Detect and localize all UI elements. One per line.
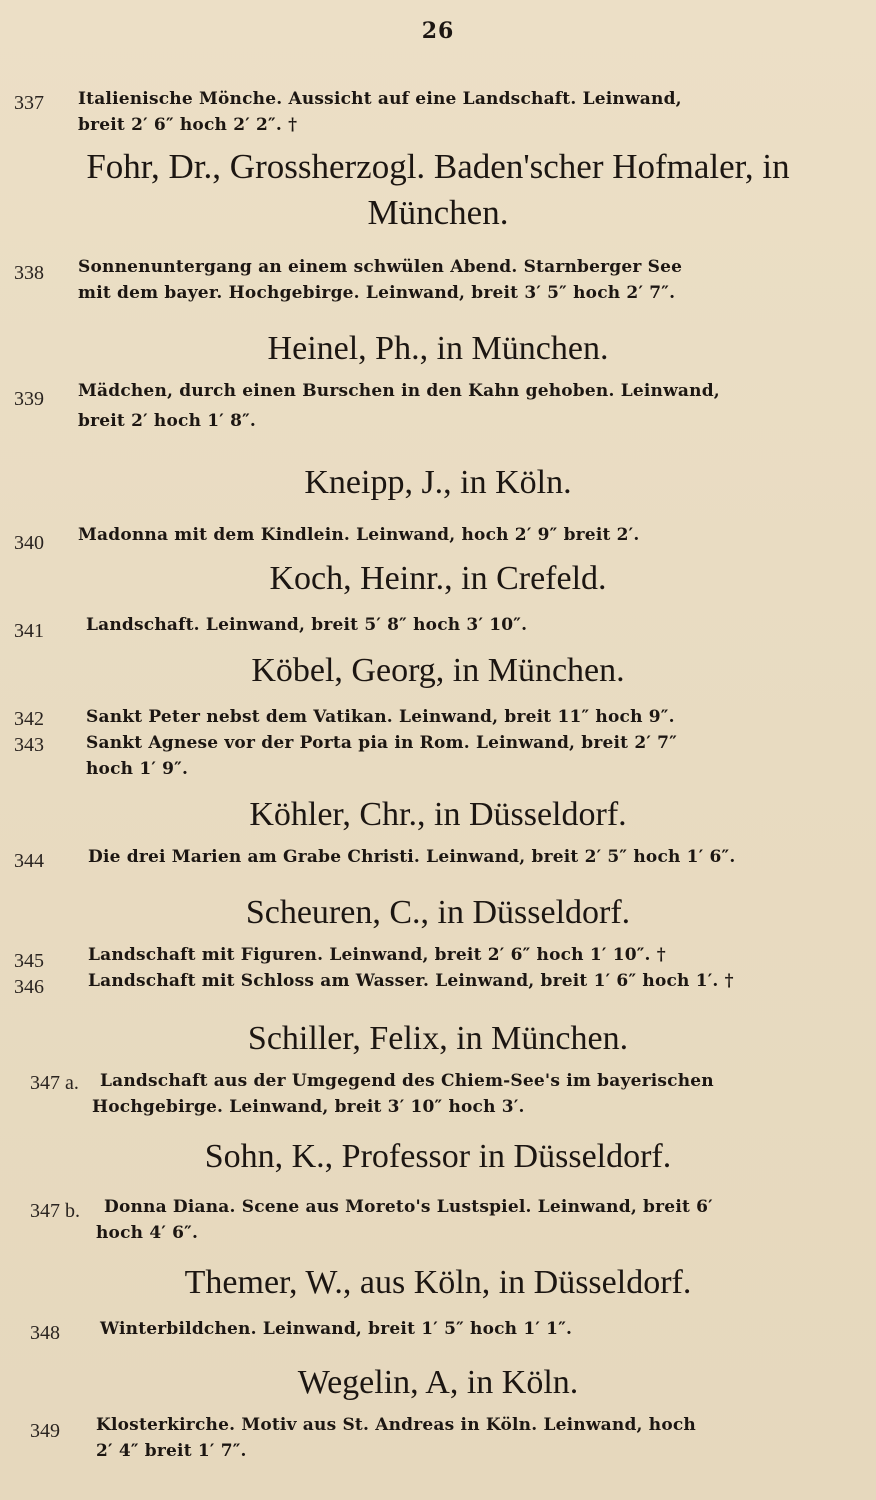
entry-line: Donna Diana. Scene aus Moreto's Lustspiel. Leinwand, breit 6′ bbox=[104, 1197, 713, 1217]
entry-number: 347 a. bbox=[30, 1072, 79, 1094]
entry-number: 345 bbox=[14, 950, 44, 972]
artist-heading bbox=[0, 890, 876, 936]
artist-name: Heinel, Ph., in München. bbox=[267, 330, 609, 367]
entry-number: 343 bbox=[14, 734, 44, 756]
entry-number: 349 bbox=[30, 1420, 60, 1442]
artist-name: Kneipp, J., in Köln. bbox=[304, 464, 572, 501]
artist-name: Wegelin, A, in Köln. bbox=[297, 1364, 579, 1401]
entry-line: Italienische Mönche. Aussicht auf eine Landschaft. Leinwand, bbox=[78, 89, 682, 109]
artist-heading bbox=[0, 1260, 876, 1306]
artist-heading bbox=[0, 144, 876, 236]
artist-heading bbox=[0, 1016, 876, 1062]
artist-name: Schiller, Felix, in München. bbox=[247, 1020, 629, 1057]
entry-text bbox=[88, 844, 828, 870]
entry-line: Sankt Peter nebst dem Vatikan. Leinwand, breit 11″ hoch 9″. bbox=[86, 707, 675, 727]
entry-text bbox=[78, 522, 818, 548]
entry-text bbox=[86, 704, 826, 730]
entry-number: 342 bbox=[14, 708, 44, 730]
artist-name: Koch, Heinr., in Crefeld. bbox=[269, 560, 607, 597]
entry-line: Madonna mit dem Kindlein. Leinwand, hoch 2′ 9″ breit 2′. bbox=[78, 525, 640, 545]
artist-heading bbox=[0, 556, 876, 602]
artist-name: Fohr, Dr., Grossherzogl. Baden'scher Hofmaler, in bbox=[86, 147, 790, 186]
entry-line: Hochgebirge. Leinwand, breit 3′ 10″ hoch 3′. bbox=[92, 1097, 525, 1117]
entry-number: 346 bbox=[14, 976, 44, 998]
entry-text bbox=[86, 612, 826, 638]
entry-line: hoch 4′ 6″. bbox=[96, 1223, 199, 1243]
entry-text bbox=[88, 968, 828, 994]
entry-line: Landschaft aus der Umgegend des Chiem-See's im bayerischen bbox=[100, 1071, 714, 1091]
entry-text bbox=[96, 1194, 816, 1246]
entry-line: Sankt Agnese vor der Porta pia in Rom. Leinwand, breit 2′ 7″ bbox=[86, 733, 678, 753]
entry-number: 344 bbox=[14, 850, 44, 872]
entry-number: 339 bbox=[14, 388, 44, 410]
entry-text bbox=[88, 942, 828, 968]
artist-name: Scheuren, C., in Düsseldorf. bbox=[245, 894, 631, 931]
entry-line: Landschaft. Leinwand, breit 5′ 8″ hoch 3′ 10″. bbox=[86, 615, 528, 635]
entry-line: Mädchen, durch einen Burschen in den Kahn gehoben. Leinwand, bbox=[78, 381, 720, 401]
artist-heading bbox=[0, 1134, 876, 1180]
entry-line: Landschaft mit Figuren. Leinwand, breit 2′ 6″ hoch 1′ 10″. † bbox=[88, 945, 666, 965]
entry-text bbox=[96, 1412, 816, 1464]
entry-text bbox=[78, 254, 818, 306]
entry-line: Landschaft mit Schloss am Wasser. Leinwand, breit 1′ 6″ hoch 1′. † bbox=[88, 971, 734, 991]
entry-line: breit 2′ 6″ hoch 2′ 2″. † bbox=[78, 115, 298, 135]
artist-heading bbox=[0, 1360, 876, 1406]
entry-line: Winterbildchen. Leinwand, breit 1′ 5″ hoch 1′ 1″. bbox=[100, 1319, 573, 1339]
entry-number: 338 bbox=[14, 262, 44, 284]
entry-line: breit 2′ hoch 1′ 8″. bbox=[78, 411, 257, 431]
entry-number: 341 bbox=[14, 620, 44, 642]
entry-line: hoch 1′ 9″. bbox=[86, 759, 189, 779]
entry-number: 337 bbox=[14, 92, 44, 114]
artist-heading bbox=[0, 792, 876, 838]
entry-number: 347 b. bbox=[30, 1200, 80, 1222]
artist-heading bbox=[0, 460, 876, 506]
entry-number: 340 bbox=[14, 532, 44, 554]
entry-text bbox=[100, 1316, 840, 1342]
entry-line: Klosterkirche. Motiv aus St. Andreas in Köln. Leinwand, hoch bbox=[96, 1415, 696, 1435]
artist-name: Köbel, Georg, in München. bbox=[251, 652, 625, 689]
entry-line: 2′ 4″ breit 1′ 7″. bbox=[96, 1441, 247, 1461]
artist-heading bbox=[0, 648, 876, 694]
entry-text bbox=[92, 1068, 816, 1120]
entry-text bbox=[78, 86, 818, 138]
entry-line: Die drei Marien am Grabe Christi. Leinwand, breit 2′ 5″ hoch 1′ 6″. bbox=[88, 847, 736, 867]
entry-text bbox=[78, 376, 818, 436]
entry-text bbox=[86, 730, 826, 782]
artist-heading bbox=[0, 326, 876, 372]
entry-line: Sonnenuntergang an einem schwülen Abend. Starnberger See bbox=[78, 257, 683, 277]
artist-name: Sohn, K., Professor in Düsseldorf. bbox=[204, 1138, 672, 1175]
entry-line: mit dem bayer. Hochgebirge. Leinwand, breit 3′ 5″ hoch 2′ 7″. bbox=[78, 283, 676, 303]
artist-name: Köhler, Chr., in Düsseldorf. bbox=[249, 796, 627, 833]
artist-name-cont: München. bbox=[367, 193, 509, 232]
page-number: 26 bbox=[421, 18, 455, 44]
artist-name: Themer, W., aus Köln, in Düsseldorf. bbox=[184, 1264, 692, 1301]
entry-number: 348 bbox=[30, 1322, 60, 1344]
